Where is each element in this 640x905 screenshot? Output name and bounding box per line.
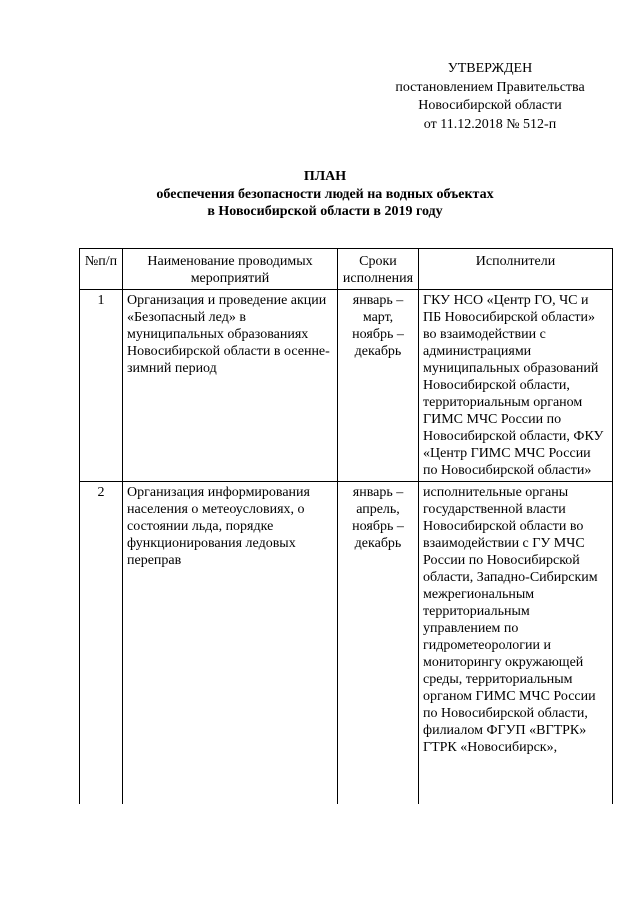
header-name: Наименование проводимых мероприятий: [123, 249, 338, 290]
row-term: январь – апрель, ноябрь – декабрь: [338, 482, 419, 805]
approval-line-1: УТВЕРЖДЕН: [447, 61, 533, 76]
row-num: 2: [80, 482, 123, 805]
plan-table: [79, 248, 613, 804]
approval-line-2: постановлением Правительства: [395, 79, 585, 95]
approval-line-3: Новосибирской области: [418, 98, 562, 113]
header-num: №п/п: [80, 249, 123, 290]
title-line-2: обеспечения безопасности людей на водных объектах: [156, 186, 494, 202]
header-term: Сроки исполнения: [338, 249, 419, 290]
table-header-row: [80, 249, 613, 290]
title-line-1: ПЛАН: [303, 169, 347, 184]
document-title: [80, 168, 570, 221]
approval-line-4: от 11.12.2018 № 512-п: [423, 116, 557, 132]
title-line-3: в Новосибирской области в 2019 году: [207, 204, 443, 219]
row-name: Организация информирования населения о метеоусловиях, о состоянии льда, порядке функционирования ледовых переправ: [123, 482, 338, 805]
table-row: [80, 482, 613, 805]
row-executors: ГКУ НСО «Центр ГО, ЧС и ПБ Новосибирской области» во взаимодействии с администрациями муниципальных образований Новосибирской области, территориальным органом ГИМС МЧС России по Новосибирской области, ФКУ «Центр ГИМС МЧС России по Новосибирской области»: [419, 290, 613, 482]
row-name: Организация и проведение акции «Безопасный лед» в муниципальных образованиях Новосибирской области в осенне-зимний период: [123, 290, 338, 482]
row-executors: исполнительные органы государственной власти Новосибирской области во взаимодействии с ГУ МЧС России по Новосибирской области, Западно-Сибирским межрегиональным территориальным управлением по гидрометеорологии и мониторингу окружающей среды, территориальным органом ГИМС МЧС России по Новосибирской области, филиалом ФГУП «ВГТРК» ГТРК «Новосибирск»,: [419, 482, 613, 805]
table-row: [80, 290, 613, 482]
approval-block: [370, 60, 610, 134]
row-term: январь – март, ноябрь – декабрь: [338, 290, 419, 482]
header-executors: Исполнители: [419, 249, 613, 290]
row-num: 1: [80, 290, 123, 482]
